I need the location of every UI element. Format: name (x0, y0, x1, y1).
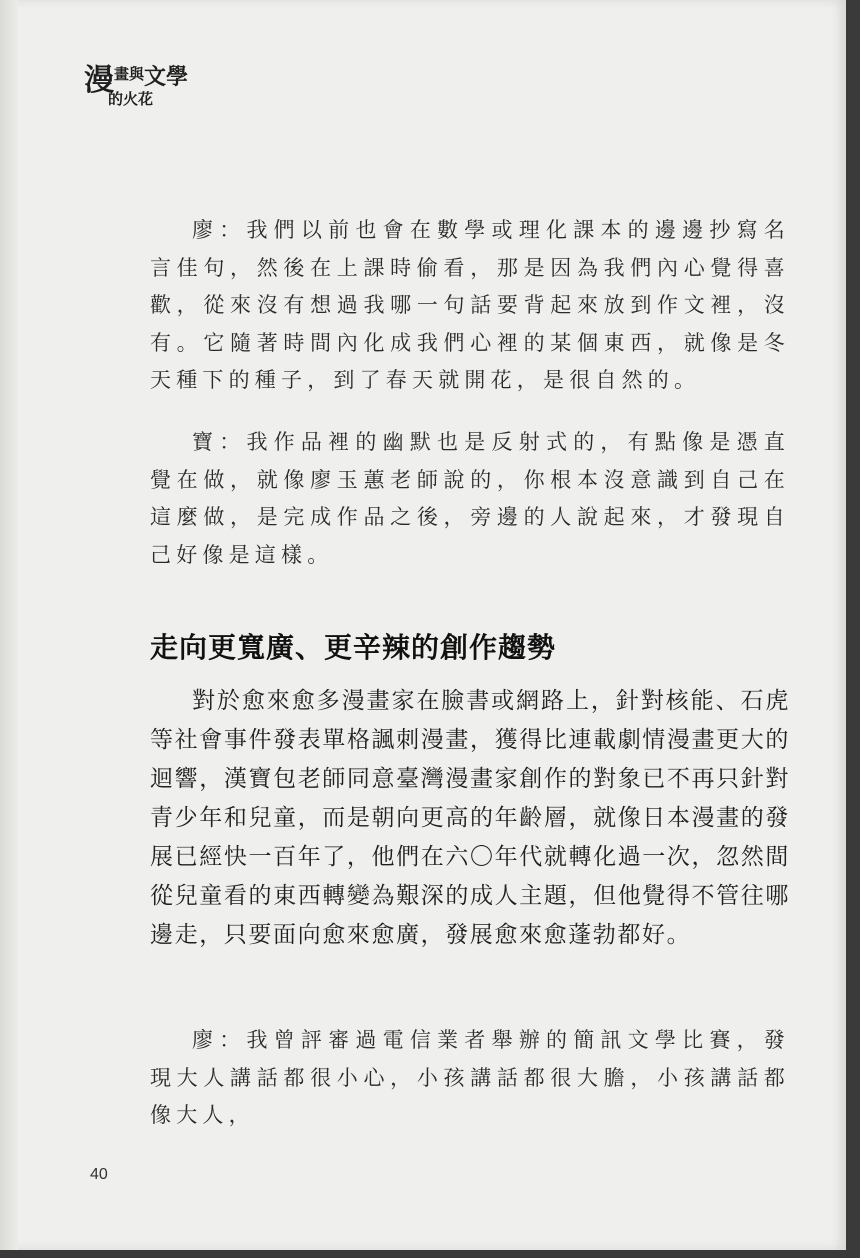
paragraph-liao-1: 廖：我們以前也會在數學或理化課本的邊邊抄寫名言佳句，然後在上課時偷看，那是因為我們內心覺得喜歡，從來沒有想過我哪一句話要背起來放到作文裡，沒有。它隨著時間內化成我們心裡的某個東西，就像是冬天種下的種子，到了春天就開花，是很自然的。 (150, 218, 790, 392)
section-body-paragraph: 對於愈來愈多漫畫家在臉書或網路上，針對核能、石虎等社會事件發表單格諷刺漫畫，獲得比連載劇情漫畫更大的迴響，漢寶包老師同意臺灣漫畫家創作的對象已不再只針對青少年和兒童，而是朝向更高的年齡層，就像日本漫畫的發展已經快一百年了，他們在六〇年代就轉化過一次，忽然間從兒童看的東西轉變為艱深的成人主題，但他覺得不管往哪邊走，只要面向愈來愈廣，發展愈來愈蓬勃都好。 (150, 688, 790, 948)
book-title-small-1: 畫與 (114, 65, 145, 83)
paragraph-bao: 寶：我作品裡的幽默也是反射式的，有點像是憑直覺在做，就像廖玉蕙老師說的，你根本沒意識到自己在這麼做，是完成作品之後，旁邊的人說起來，才發現自己好像是這樣。 (150, 430, 790, 567)
section-heading: 走向更寬廣、更辛辣的創作趨勢 (150, 631, 557, 664)
book-title-char-1: 漫 (84, 63, 114, 98)
page-number: 40 (90, 1166, 108, 1183)
page-binding-edge (0, 0, 18, 1250)
paragraph-liao-2: 廖：我曾評審過電信業者舉辦的簡訊文學比賽，發現大人講話都很小心，小孩講話都很大膽，小孩講話都像大人， (150, 1028, 790, 1127)
running-header-book-title (84, 63, 189, 108)
book-title-line-2: 的火花 (108, 90, 154, 108)
book-title-char-2: 文學 (144, 64, 189, 90)
